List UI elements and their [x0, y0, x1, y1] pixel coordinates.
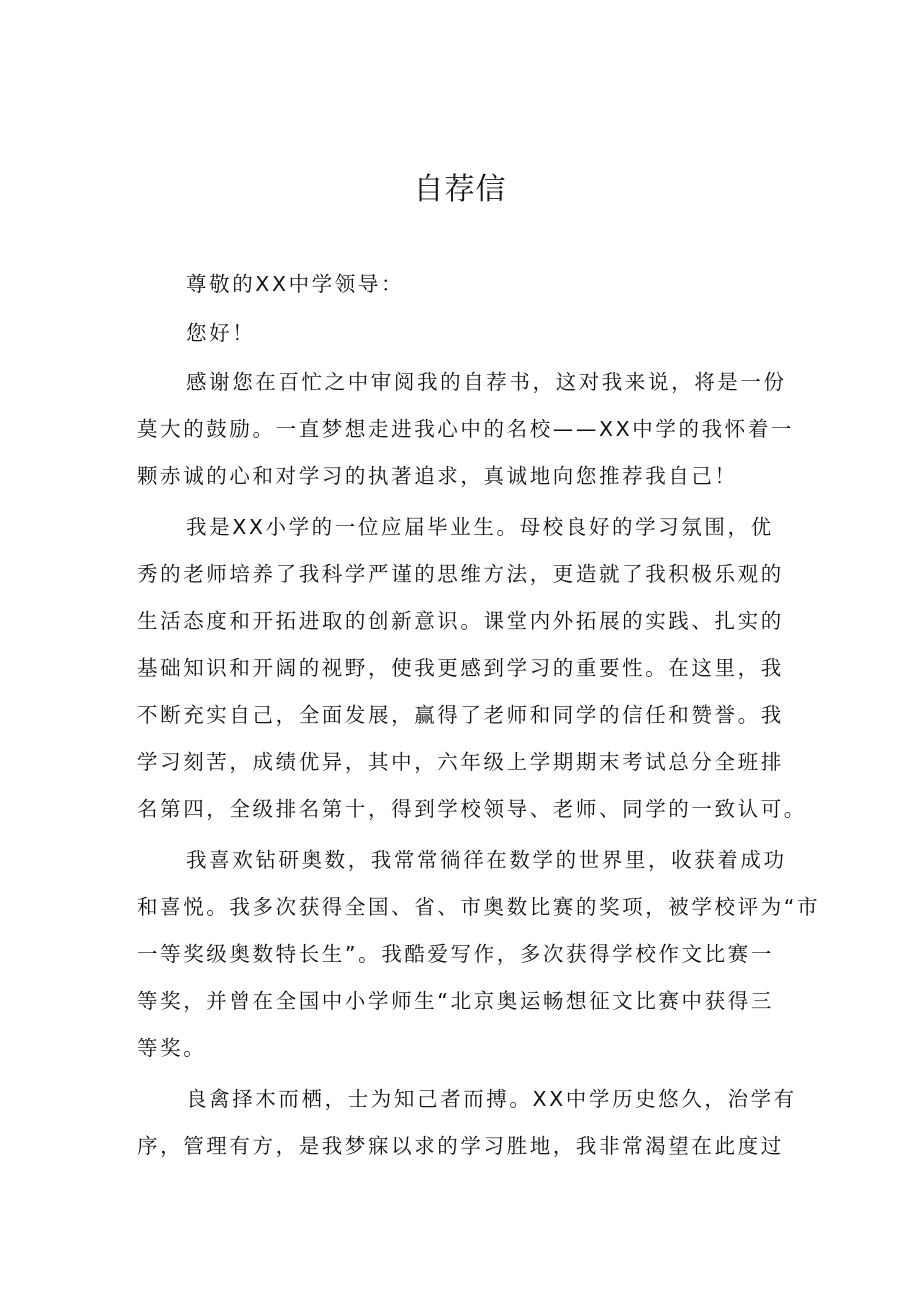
paragraph-line: 和喜悦。我多次获得全国、省、市奥数比赛的奖项，被学校评为“市 — [137, 895, 821, 919]
paragraph-2 — [137, 504, 807, 833]
paragraph-4 — [137, 1076, 797, 1170]
paragraph-line: 莫大的鼓励。一直梦想走进我心中的名校——XX中学的我怀着一 — [137, 417, 794, 441]
paragraph-line: 颗赤诚的心和对学习的执著追求，真诚地向您推荐我自己！ — [137, 464, 738, 488]
paragraph-line: 感谢您在百忙之中审阅我的自荐书，这对我来说，将是一份 — [186, 370, 787, 394]
paragraph-line: 不断充实自己，全面发展，赢得了老师和同学的信任和赞誉。我 — [137, 703, 784, 727]
paragraph-line: 良禽择木而栖，士为知己者而搏。XX中学历史悠久，治学有 — [186, 1087, 797, 1111]
paragraph-line: 我喜欢钻研奥数，我常常徜徉在数学的世界里，收获着成功 — [186, 848, 787, 872]
paragraph-line: 秀的老师培养了我科学严谨的思维方法，更造就了我积极乐观的 — [137, 562, 784, 586]
paragraph-line: 等奖。 — [137, 1036, 207, 1060]
letter-body — [137, 261, 821, 1170]
paragraph-line: 等奖，并曾在全国中小学师生“北京奥运畅想征文比赛中获得三 — [137, 989, 774, 1013]
paragraph-line: 名第四，全级排名第十，得到学校领导、老师、同学的一致认可。 — [137, 797, 807, 821]
paragraph-line: 生活态度和开拓进取的创新意识。课堂内外拓展的实践、扎实的 — [137, 609, 784, 633]
paragraph-line: 序，管理有方，是我梦寐以求的学习胜地，我非常渴望在此度过 — [137, 1134, 784, 1158]
paragraph-line: 一等奖级奥数特长生”。我酷爱写作，多次获得学校作文比赛一 — [137, 942, 774, 966]
salutation: 尊敬的XX中学领导： — [186, 272, 405, 296]
greeting: 您好！ — [186, 321, 256, 345]
paragraph-line: 基础知识和开阔的视野，使我更感到学习的重要性。在这里，我 — [137, 656, 784, 680]
paragraph-line: 学习刻苦，成绩优异，其中，六年级上学期期末考试总分全班排 — [137, 750, 784, 774]
paragraph-line: 我是XX小学的一位应届毕业生。母校良好的学习氛围，优 — [186, 515, 774, 539]
document-title: 自荐信 — [413, 172, 507, 207]
paragraph-1 — [137, 359, 792, 500]
paragraph-3 — [137, 837, 821, 1072]
